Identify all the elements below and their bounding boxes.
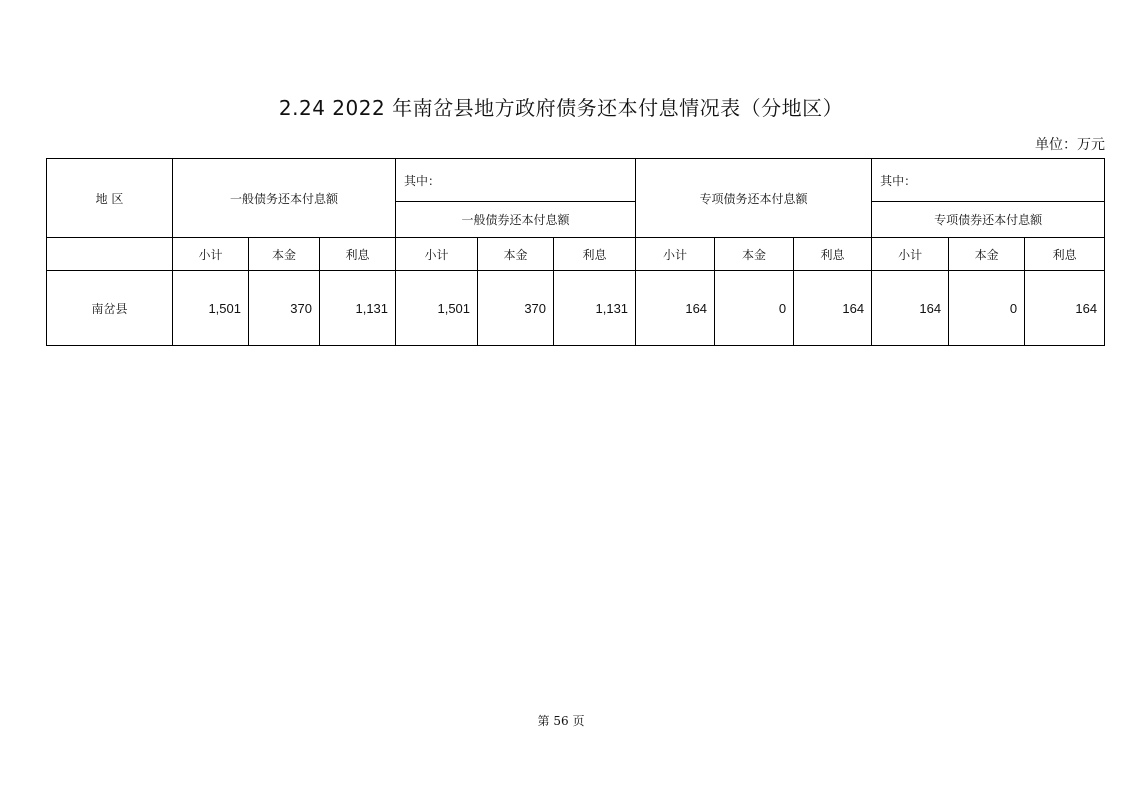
- general-bond-header: 一般债券还本付息额: [396, 202, 636, 238]
- page-title: 2.24 2022 年南岔县地方政府债务还本付息情况表（分地区）: [278, 96, 844, 120]
- debt-table: [46, 158, 1105, 346]
- special-debt-header: 专项债务还本付息额: [636, 159, 872, 238]
- value-cell: 1,131: [554, 271, 636, 346]
- column-header: 利息: [1025, 238, 1105, 271]
- column-header: 小计: [173, 238, 249, 271]
- value-cell: 1,501: [396, 271, 478, 346]
- column-header: 小计: [396, 238, 478, 271]
- column-header: 本金: [478, 238, 554, 271]
- value-cell: 164: [872, 271, 949, 346]
- of-which-label: 其中：: [396, 159, 636, 202]
- column-header: 本金: [949, 238, 1025, 271]
- column-header: 利息: [554, 238, 636, 271]
- value-cell: 370: [249, 271, 320, 346]
- value-cell: 370: [478, 271, 554, 346]
- column-header: 本金: [249, 238, 320, 271]
- column-header: 小计: [636, 238, 715, 271]
- page-number: 第 56 页: [537, 714, 585, 728]
- general-debt-header: 一般债务还本付息额: [173, 159, 396, 238]
- unit-label: 单位：万元: [1035, 137, 1105, 153]
- column-header: 本金: [715, 238, 794, 271]
- value-cell: 164: [794, 271, 872, 346]
- value-cell: 164: [636, 271, 715, 346]
- value-cell: 1,131: [320, 271, 396, 346]
- column-header: 利息: [794, 238, 872, 271]
- value-cell: 1,501: [173, 271, 249, 346]
- column-header: 小计: [872, 238, 949, 271]
- value-cell: 0: [715, 271, 794, 346]
- region-header: 地 区: [47, 159, 173, 238]
- special-bond-header: 专项债券还本付息额: [872, 202, 1105, 238]
- empty-cell: [47, 238, 173, 271]
- table-row: [47, 271, 1105, 346]
- value-cell: 0: [949, 271, 1025, 346]
- region-cell: 南岔县: [47, 271, 173, 346]
- column-header: 利息: [320, 238, 396, 271]
- of-which-label: 其中：: [872, 159, 1105, 202]
- value-cell: 164: [1025, 271, 1105, 346]
